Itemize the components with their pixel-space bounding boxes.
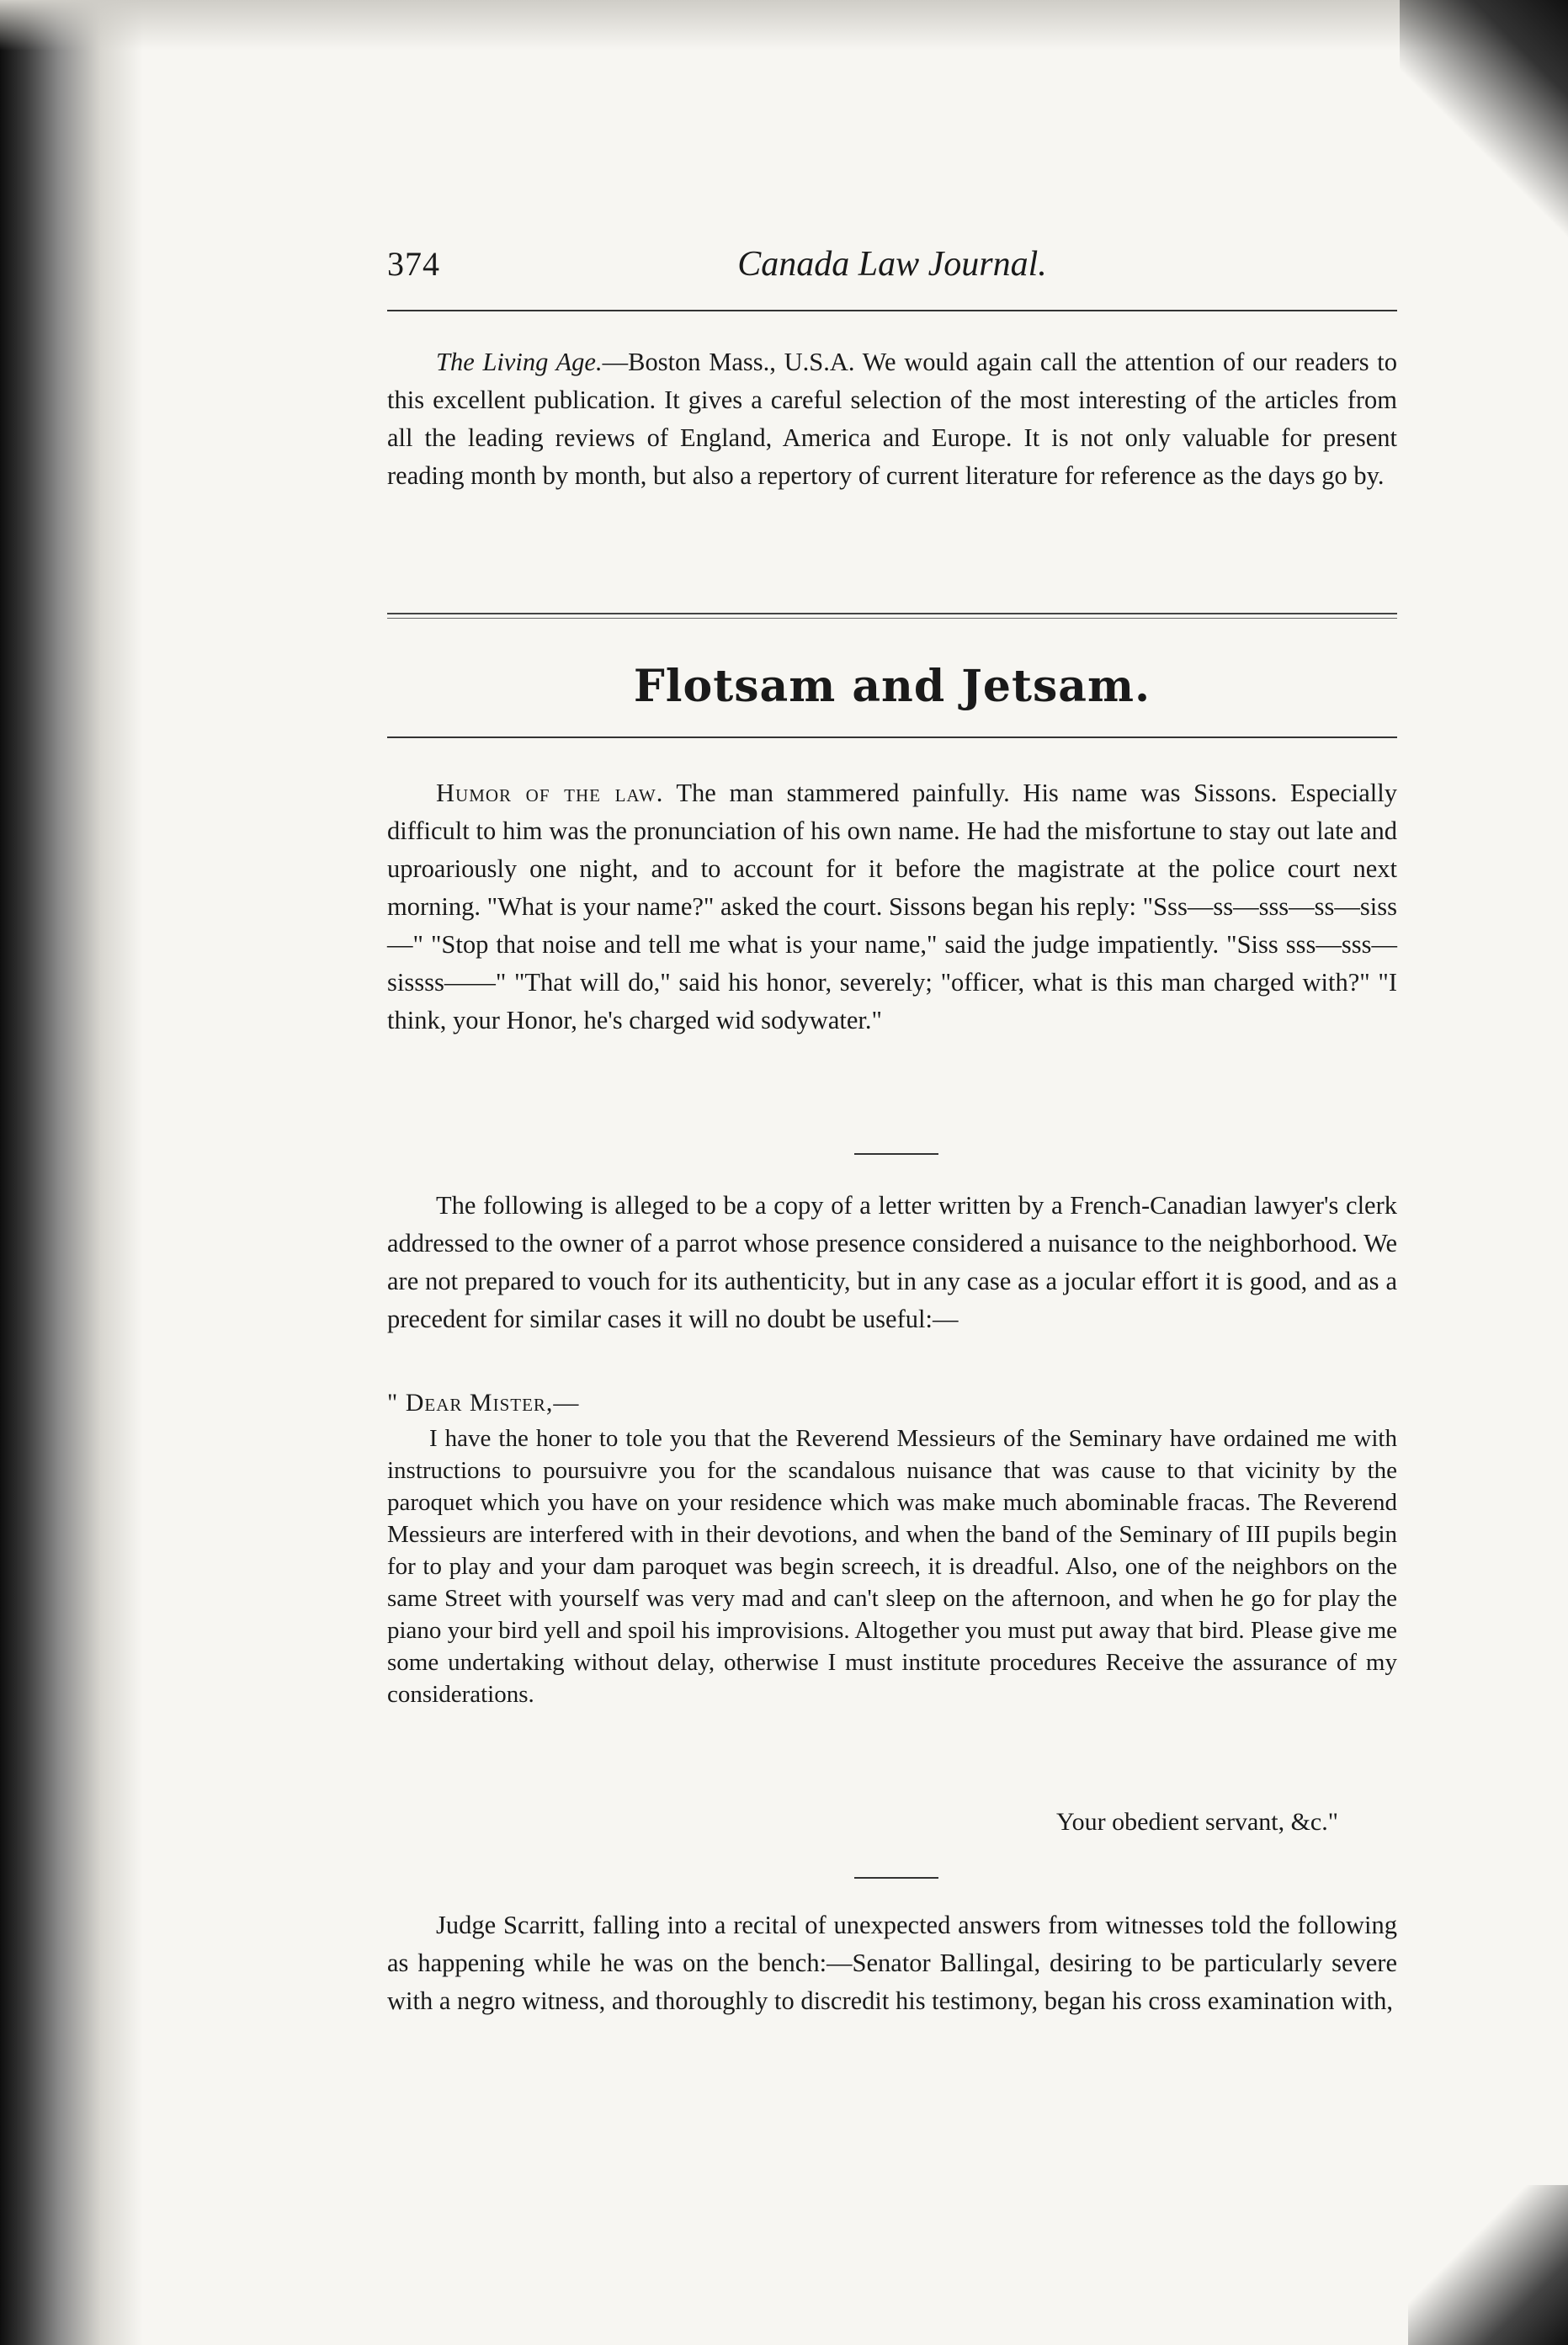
- separator-rule-2: [854, 1877, 938, 1879]
- humor-paragraph: [387, 774, 1397, 1040]
- scan-corner-shadow-bottom-right: [1408, 2185, 1568, 2345]
- journal-title: Canada Law Journal.: [737, 245, 1047, 284]
- letter-salutation: " Dear Mister,—: [387, 1389, 580, 1417]
- living-age-text: —Boston Mass., U.S.A. We would again call the attention of our readers to this excellent publication. It gives a careful selection of the most interesting of the articles from all the leading reviews of England, America and Europe. It is not only valuable for present reading month by month, but also a repertory of current literature for reference as the days go by.: [387, 348, 1397, 490]
- letter-body: I have the honer to tole you that the Reverend Messieurs of the Seminary have ordained me with instructions to poursuivre you for the scandalous nuisance that was cause to that vicinity by the paroquet which you have on your residence which was make much abominable fracas. The Reverend Messieurs are interfered with in their devotions, and when the band of the Seminary of III pupils begin for to play and your dam paroquet was begin screech, it is dreadful. Also, one of the neighbors on the same Street with yourself was very mad and can't sleep on the afternoon, and when he go for play the piano your bird yell and spoil his improvisions. Altogether you must put away that bird. Please give me some undertaking without delay, otherwise I must institute procedures Receive the assurance of my considerations.: [387, 1425, 1397, 1708]
- letter-intro-paragraph: The following is alleged to be a copy of a letter written by a French-Canadian lawyer's clerk addressed to the owner of a parrot whose presence considered a nuisance to the neighborhood. We are not prepared to vouch for its authenticity, but in any case as a jocular effort it is good, and as a precedent for similar cases it will no doubt be useful:—: [387, 1191, 1397, 1333]
- header-rule: [387, 310, 1397, 311]
- section-divider-top: [387, 613, 1397, 614]
- scan-corner-shadow-top-right: [1400, 0, 1568, 286]
- humor-text: The man stammered painfully. His name was Sissons. Especially difficult to him was the pronunciation of his own name. He had the misfortune to stay out late and uproariously one night, and to account for it before the magistrate at the police court next morning. "What is your name?" asked the court. Sissons began his reply: "Sss—ss—sss—ss—siss—" "Stop that noise and tell me what is your name," said the judge impatiently. "Siss sss—sss—sissss——" "That will do," said his honor, severely; "officer, what is this man charged with?" "I think, your Honor, he's charged wid sodywater.": [387, 779, 1397, 1034]
- section-divider-bottom: [387, 736, 1397, 738]
- scan-binding-shadow: [0, 0, 143, 2345]
- scan-top-shadow: [0, 0, 1568, 51]
- living-age-title: The Living Age.: [436, 348, 603, 376]
- separator-rule-1: [854, 1153, 938, 1155]
- scarritt-paragraph: Judge Scarritt, falling into a recital of unexpected answers from witnesses told the following as happening while he was on the bench:—Senator Ballingal, desiring to be particularly severe with a negro witness, and thoroughly to discredit his testimony, began his cross examination with,: [387, 1911, 1397, 2015]
- humor-heading: Humor of the law.: [436, 779, 664, 807]
- section-title: Flotsam and Jetsam.: [633, 661, 1151, 712]
- letter-closing: Your obedient servant, &c.": [1056, 1808, 1338, 1836]
- page-number: 374: [387, 245, 440, 283]
- living-age-paragraph: [387, 343, 1397, 495]
- page-header: [387, 244, 1397, 303]
